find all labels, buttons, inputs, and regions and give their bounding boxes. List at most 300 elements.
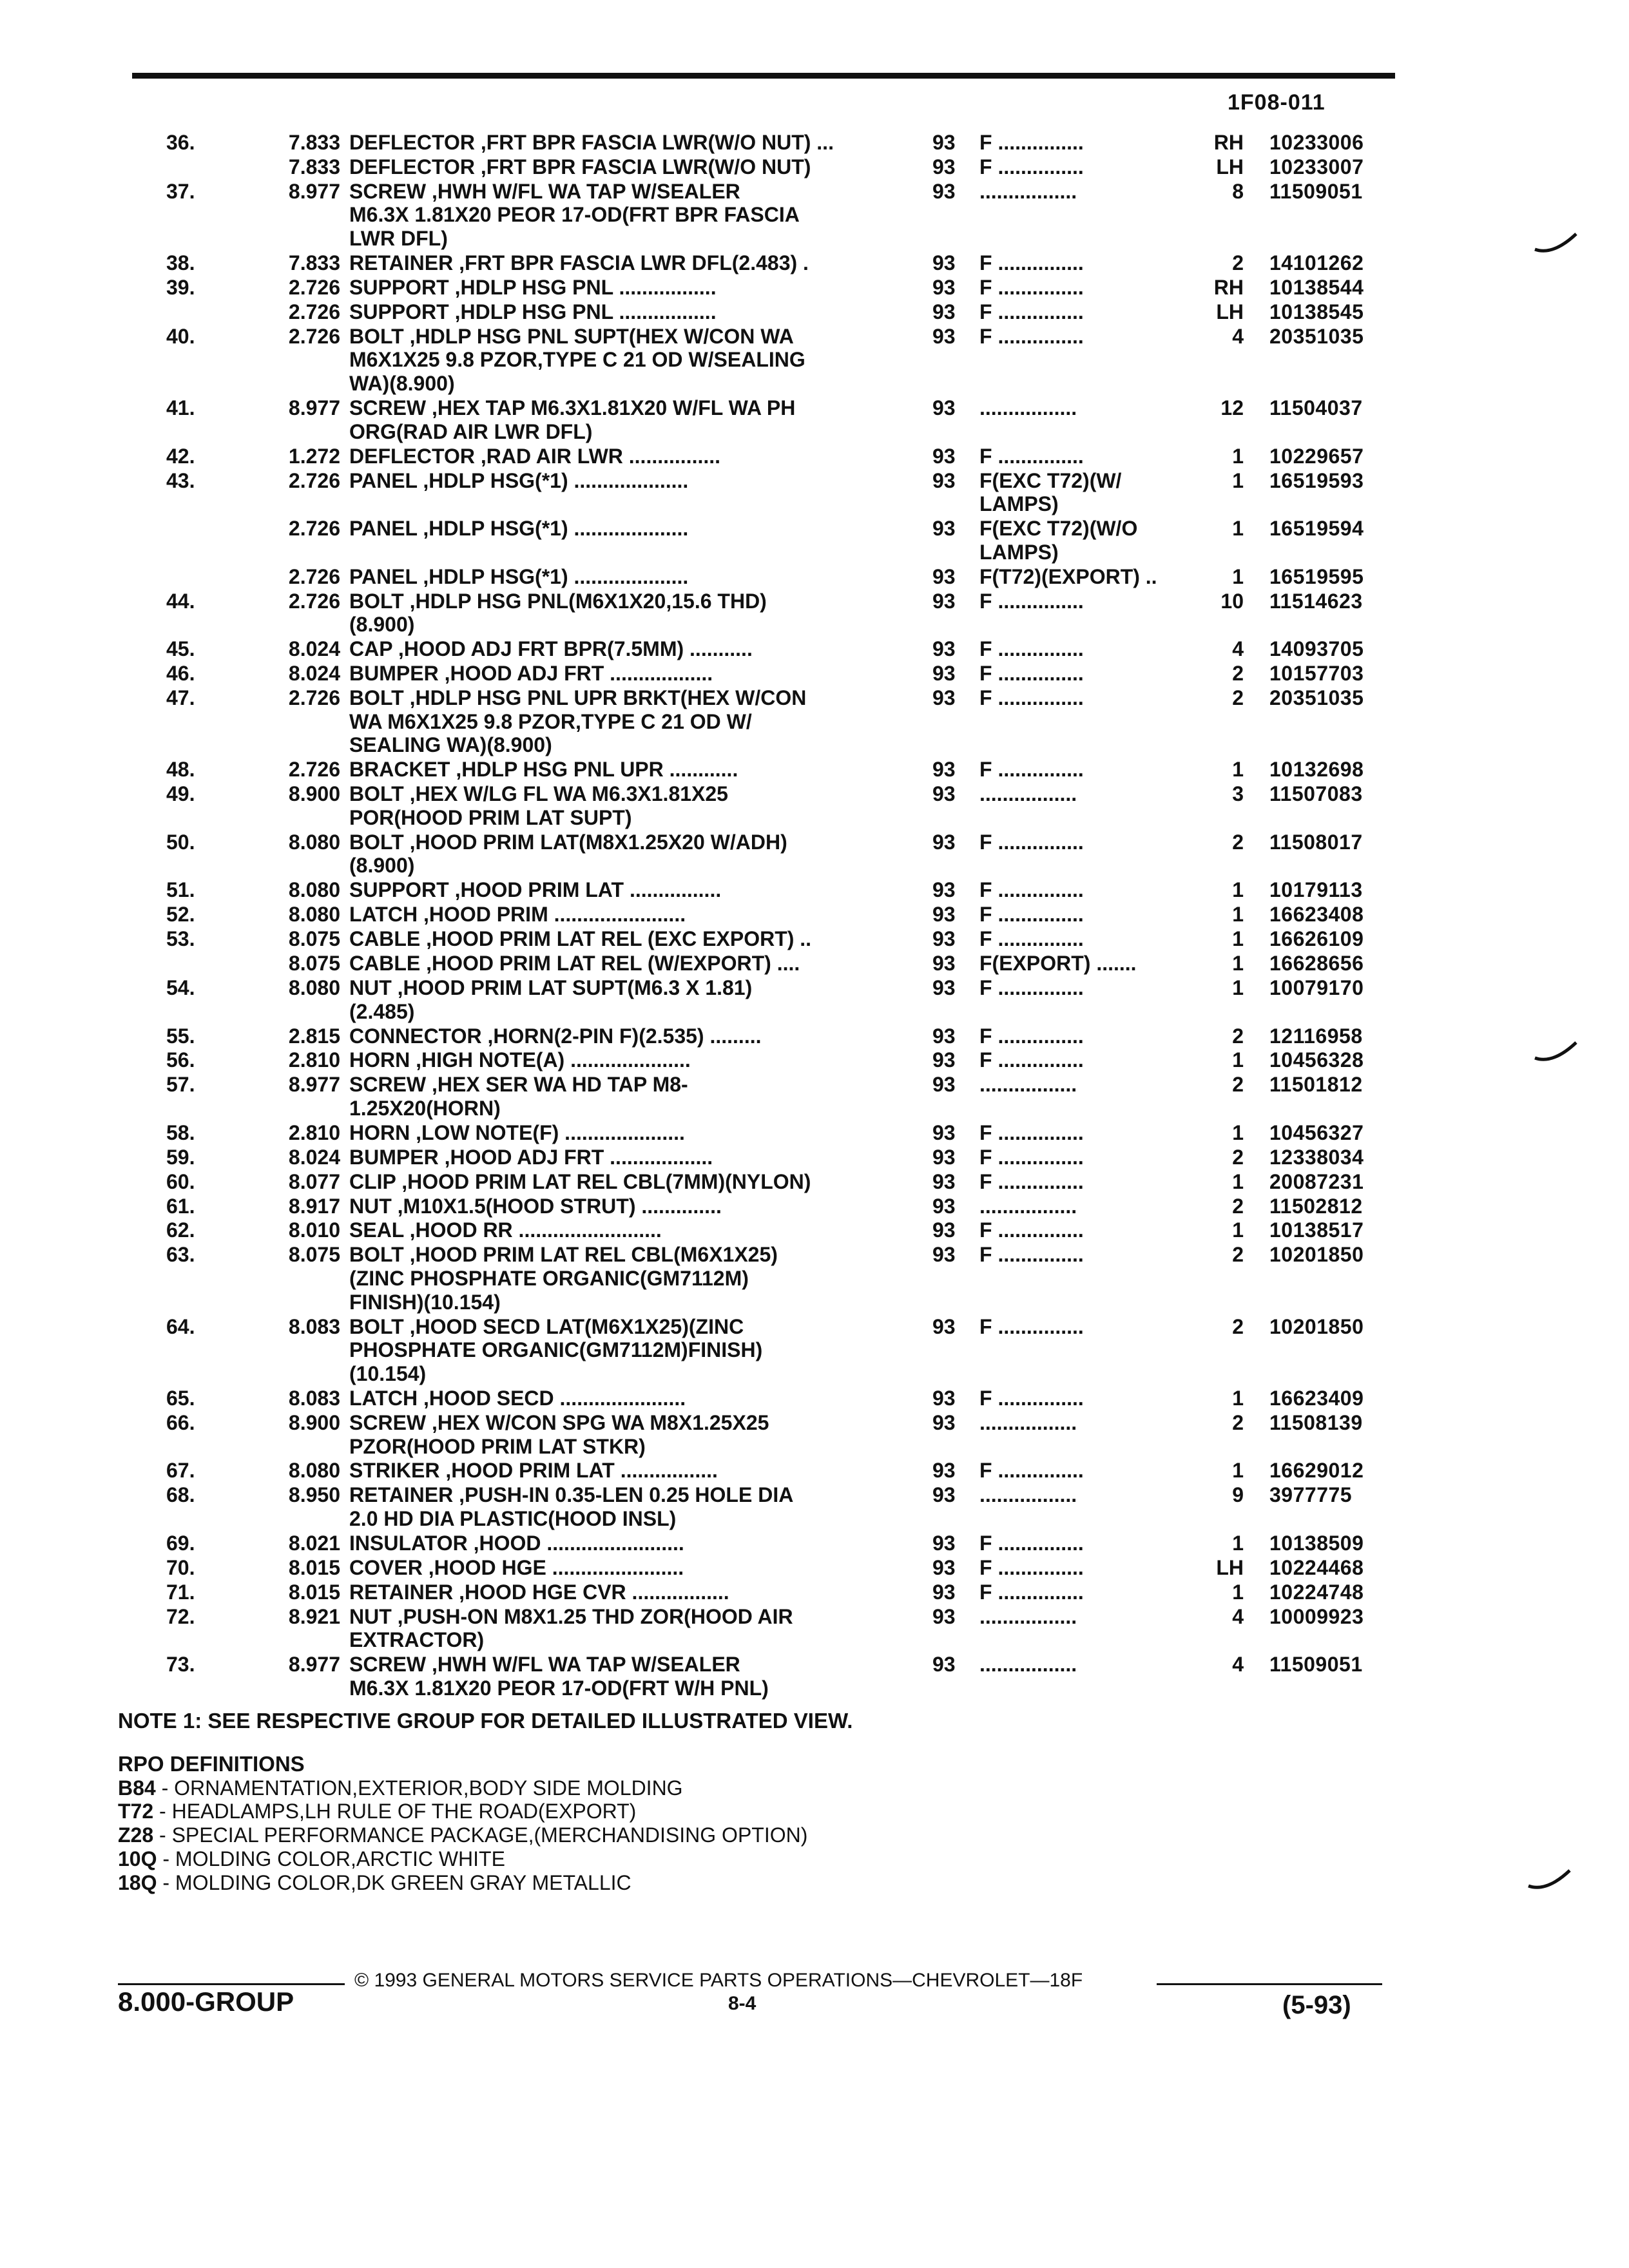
group-number: 2.810 (288, 1048, 340, 1072)
quantity: LH (1216, 1555, 1244, 1579)
quantity: RH (1213, 275, 1244, 299)
part-number: 16519595 (1269, 564, 1364, 588)
item-number: 37. (166, 179, 195, 203)
model-year: 93 (932, 251, 956, 275)
usage-note: F ............... (979, 131, 1084, 154)
quantity: 2 (1232, 251, 1244, 275)
usage-note: F ............... (979, 686, 1084, 709)
item-number: 53. (166, 927, 195, 951)
usage-note: ................. (979, 1073, 1077, 1097)
item-number: 60. (166, 1169, 195, 1193)
part-number: 16623409 (1269, 1386, 1364, 1410)
revision-date: (5-93) (1282, 1991, 1351, 2019)
part-number: 10456327 (1269, 1120, 1364, 1144)
quantity: 1 (1232, 1218, 1244, 1242)
usage-note: F ............... (979, 1580, 1084, 1604)
table-row (0, 1073, 1629, 1121)
group-number: 8.075 (288, 952, 340, 975)
part-number: 20351035 (1269, 686, 1364, 709)
part-number: 11508139 (1269, 1410, 1363, 1434)
rpo-text: - HEADLAMPS,LH RULE OF THE ROAD(EXPORT) (153, 1800, 637, 1823)
rpo-code: Z28 (118, 1823, 154, 1847)
usage-note: F ............... (979, 1555, 1084, 1579)
table-row (0, 325, 1629, 396)
group-number: 2.726 (288, 324, 340, 348)
quantity: 1 (1232, 975, 1244, 999)
rpo-code: B84 (118, 1776, 156, 1800)
part-number: 11514623 (1269, 589, 1363, 613)
usage-note: F ............... (979, 1145, 1084, 1169)
table-row (0, 1532, 1629, 1556)
group-number: 8.900 (288, 782, 340, 806)
group-number: 8.024 (288, 662, 340, 686)
group-number: 8.917 (288, 1194, 340, 1218)
group-number: 8.977 (288, 1653, 340, 1677)
table-row (0, 878, 1629, 903)
table-row (0, 131, 1629, 155)
quantity: LH (1216, 300, 1244, 323)
usage-note: ................. (979, 782, 1077, 806)
quantity: 2 (1232, 662, 1244, 686)
item-number: 36. (166, 131, 195, 154)
group-number: 8.021 (288, 1531, 340, 1555)
usage-note: F ............... (979, 1024, 1084, 1048)
page-number: 8-4 (728, 1993, 757, 2014)
part-number: 10009923 (1269, 1604, 1364, 1628)
quantity: 1 (1232, 1580, 1244, 1604)
item-number: 57. (166, 1073, 195, 1097)
group-number: 8.015 (288, 1555, 340, 1579)
rpo-definitions (118, 1753, 807, 1894)
part-number: 16623408 (1269, 903, 1364, 927)
quantity: 3 (1232, 782, 1244, 806)
model-year: 93 (932, 1243, 956, 1267)
quantity: 2 (1232, 1145, 1244, 1169)
usage-note: F ............... (979, 878, 1084, 902)
group-number: 2.726 (288, 758, 340, 782)
part-description: CAP ,HOOD ADJ FRT BPR(7.5MM) ........... (349, 637, 753, 661)
item-number: 71. (166, 1580, 195, 1604)
quantity: 1 (1232, 1120, 1244, 1144)
item-number: 43. (166, 468, 195, 492)
part-description: SCREW ,HEX TAP M6.3X1.81X20 W/FL WA PH ORG(RAD AIR LWR DFL) (349, 396, 796, 443)
item-number: 45. (166, 637, 195, 661)
model-year: 93 (932, 155, 956, 178)
part-description: PANEL ,HDLP HSG(*1) .................... (349, 517, 689, 541)
table-row (0, 1459, 1629, 1483)
part-description: DEFLECTOR ,FRT BPR FASCIA LWR(W/O NUT) ... (349, 131, 834, 154)
table-row (0, 1024, 1629, 1049)
usage-note: F ............... (979, 1386, 1084, 1410)
quantity: 1 (1232, 1048, 1244, 1072)
item-number: 42. (166, 444, 195, 468)
part-description: RETAINER ,FRT BPR FASCIA LWR DFL(2.483) . (349, 251, 809, 275)
group-label: 8.000-GROUP (118, 1986, 294, 2017)
quantity: 1 (1232, 517, 1244, 541)
hole-punch-mark (1534, 1037, 1579, 1066)
model-year: 93 (932, 275, 956, 299)
table-row (0, 1653, 1629, 1701)
item-number: 40. (166, 324, 195, 348)
part-number: 10138544 (1269, 275, 1364, 299)
part-description: CABLE ,HOOD PRIM LAT REL (EXC EXPORT) .. (349, 927, 812, 951)
model-year: 93 (932, 1169, 956, 1193)
part-number: 10201850 (1269, 1314, 1364, 1338)
usage-note: ................. (979, 1483, 1077, 1507)
table-row (0, 1581, 1629, 1605)
part-description: SUPPORT ,HDLP HSG PNL ................. (349, 275, 717, 299)
footer-rule-right (1157, 1983, 1382, 1985)
usage-note: F ............... (979, 324, 1084, 348)
part-number: 10079170 (1269, 975, 1364, 999)
part-number: 10138517 (1269, 1218, 1364, 1242)
model-year: 93 (932, 1194, 956, 1218)
quantity: 1 (1232, 903, 1244, 927)
table-row (0, 637, 1629, 662)
part-description: RETAINER ,PUSH-IN 0.35-LEN 0.25 HOLE DIA 2.0 HD DIA PLASTIC(HOOD INSL) (349, 1483, 794, 1531)
item-number: 50. (166, 830, 195, 854)
group-number: 7.833 (288, 155, 340, 178)
rpo-code: 18Q (118, 1870, 157, 1894)
group-number: 2.810 (288, 1120, 340, 1144)
footer-rule-left (118, 1983, 345, 1985)
item-number: 56. (166, 1048, 195, 1072)
table-row (0, 686, 1629, 758)
table-row (0, 155, 1629, 180)
note-1: NOTE 1: SEE RESPECTIVE GROUP FOR DETAILED ILLUSTRATED VIEW. (118, 1709, 853, 1733)
model-year: 93 (932, 1120, 956, 1144)
table-row (0, 903, 1629, 927)
group-number: 8.075 (288, 927, 340, 951)
model-year: 93 (932, 1024, 956, 1048)
group-number: 8.080 (288, 878, 340, 902)
model-year: 93 (932, 1073, 956, 1097)
part-description: SCREW ,HEX W/CON SPG WA M8X1.25X25 PZOR(HOOD PRIM LAT STKR) (349, 1410, 769, 1458)
part-number: 10138509 (1269, 1531, 1364, 1555)
part-description: BUMPER ,HOOD ADJ FRT .................. (349, 1145, 713, 1169)
usage-note: F ............... (979, 758, 1084, 782)
quantity: 4 (1232, 637, 1244, 661)
item-number: 73. (166, 1653, 195, 1677)
table-row (0, 1387, 1629, 1411)
quantity: 2 (1232, 1073, 1244, 1097)
part-number: 14101262 (1269, 251, 1364, 275)
table-row (0, 1121, 1629, 1146)
quantity: 1 (1232, 1531, 1244, 1555)
model-year: 93 (932, 1145, 956, 1169)
part-description: BOLT ,HDLP HSG PNL UPR BRKT(HEX W/CON WA M6X1X25 9.8 PZOR,TYPE C 21 OD W/ SEALING WA)(8.900) (349, 686, 807, 757)
part-description: BOLT ,HOOD PRIM LAT REL CBL(M6X1X25) (ZINC PHOSPHATE ORGANIC(GM7112M) FINISH)(10.154) (349, 1243, 778, 1314)
model-year: 93 (932, 782, 956, 806)
model-year: 93 (932, 468, 956, 492)
rpo-code: 10Q (118, 1847, 157, 1870)
top-rule (132, 73, 1395, 79)
usage-note: F ............... (979, 1120, 1084, 1144)
quantity: 1 (1232, 927, 1244, 951)
model-year: 93 (932, 662, 956, 686)
rpo-text: - MOLDING COLOR,DK GREEN GRAY METALLIC (157, 1870, 631, 1894)
item-number: 70. (166, 1555, 195, 1579)
table-row (0, 1243, 1629, 1314)
quantity: 9 (1232, 1483, 1244, 1507)
quantity: 2 (1232, 1314, 1244, 1338)
group-number: 8.075 (288, 1243, 340, 1267)
part-number: 11504037 (1269, 396, 1363, 420)
part-number: 10229657 (1269, 444, 1364, 468)
model-year: 93 (932, 830, 956, 854)
part-number: 11509051 (1269, 179, 1363, 203)
quantity: 1 (1232, 952, 1244, 975)
table-row (0, 782, 1629, 831)
item-number: 65. (166, 1386, 195, 1410)
part-description: BOLT ,HDLP HSG PNL(M6X1X20,15.6 THD) (8.900) (349, 589, 767, 637)
group-number: 2.726 (288, 686, 340, 709)
table-row (0, 1556, 1629, 1581)
table-row (0, 180, 1629, 251)
model-year: 93 (932, 1218, 956, 1242)
part-number: 10224748 (1269, 1580, 1364, 1604)
part-description: RETAINER ,HOOD HGE CVR ................. (349, 1580, 729, 1604)
item-number: 59. (166, 1145, 195, 1169)
item-number: 44. (166, 589, 195, 613)
usage-note: F ............... (979, 1459, 1084, 1483)
item-number: 61. (166, 1194, 195, 1218)
part-description: BOLT ,HEX W/LG FL WA M6.3X1.81X25 POR(HOOD PRIM LAT SUPT) (349, 782, 728, 829)
model-year: 93 (932, 1653, 956, 1677)
item-number: 47. (166, 686, 195, 709)
table-row (0, 1411, 1629, 1459)
rpo-item (118, 1800, 807, 1823)
copyright: © 1993 GENERAL MOTORS SERVICE PARTS OPERATIONS—CHEVROLET—18F (354, 1970, 1083, 1991)
rpo-code: T72 (118, 1800, 154, 1823)
quantity: 1 (1232, 758, 1244, 782)
item-number: 63. (166, 1243, 195, 1267)
usage-note: F ............... (979, 275, 1084, 299)
part-number: 10233006 (1269, 131, 1364, 154)
part-number: 14093705 (1269, 637, 1364, 661)
usage-note: F ............... (979, 1218, 1084, 1242)
item-number: 69. (166, 1531, 195, 1555)
quantity: 1 (1232, 1386, 1244, 1410)
usage-note: ................. (979, 1604, 1077, 1628)
usage-note: F ............... (979, 830, 1084, 854)
group-number: 7.833 (288, 251, 340, 275)
item-number: 51. (166, 878, 195, 902)
quantity: 1 (1232, 468, 1244, 492)
usage-note: ................. (979, 1653, 1077, 1677)
model-year: 93 (932, 564, 956, 588)
table-row (0, 927, 1629, 952)
usage-note: F ............... (979, 1243, 1084, 1267)
quantity: 1 (1232, 878, 1244, 902)
group-number: 8.077 (288, 1169, 340, 1193)
group-number: 2.726 (288, 589, 340, 613)
rpo-item (118, 1823, 807, 1847)
model-year: 93 (932, 927, 956, 951)
model-year: 93 (932, 1459, 956, 1483)
model-year: 93 (932, 637, 956, 661)
part-number: 10201850 (1269, 1243, 1364, 1267)
part-description: SUPPORT ,HDLP HSG PNL ................. (349, 300, 717, 323)
model-year: 93 (932, 1531, 956, 1555)
usage-note: ................. (979, 1194, 1077, 1218)
group-number: 8.024 (288, 637, 340, 661)
item-number: 52. (166, 903, 195, 927)
usage-note: ................. (979, 1410, 1077, 1434)
group-number: 8.977 (288, 396, 340, 420)
usage-note: F ............... (979, 1314, 1084, 1338)
item-number: 67. (166, 1459, 195, 1483)
part-number: 12338034 (1269, 1145, 1364, 1169)
usage-note: F ............... (979, 589, 1084, 613)
quantity: 2 (1232, 1194, 1244, 1218)
rpo-text: - MOLDING COLOR,ARCTIC WHITE (157, 1847, 505, 1870)
usage-note: F ............... (979, 444, 1084, 468)
table-row (0, 831, 1629, 879)
item-number: 39. (166, 275, 195, 299)
model-year: 93 (932, 444, 956, 468)
model-year: 93 (932, 1580, 956, 1604)
usage-note: F(EXC T72)(W/O LAMPS) (979, 517, 1138, 564)
part-number: 10157703 (1269, 662, 1364, 686)
model-year: 93 (932, 686, 956, 709)
part-description: BOLT ,HDLP HSG PNL SUPT(HEX W/CON WA M6X1X25 9.8 PZOR,TYPE C 21 OD W/SEALING WA)(8.900) (349, 324, 805, 396)
part-number: 10456328 (1269, 1048, 1364, 1072)
usage-note: ................. (979, 179, 1077, 203)
table-row (0, 590, 1629, 638)
model-year: 93 (932, 975, 956, 999)
group-number: 8.900 (288, 1410, 340, 1434)
group-number: 8.024 (288, 1145, 340, 1169)
table-row (0, 1483, 1629, 1532)
usage-note: F(T72)(EXPORT) .. (979, 564, 1157, 588)
group-number: 2.815 (288, 1024, 340, 1048)
table-row (0, 1195, 1629, 1219)
quantity: 1 (1232, 444, 1244, 468)
table-row (0, 976, 1629, 1024)
model-year: 93 (932, 1483, 956, 1507)
model-year: 93 (932, 1048, 956, 1072)
quantity: RH (1213, 131, 1244, 154)
part-description: NUT ,HOOD PRIM LAT SUPT(M6.3 X 1.81) (2.485) (349, 975, 753, 1023)
group-number: 1.272 (288, 444, 340, 468)
part-number: 11502812 (1269, 1194, 1363, 1218)
model-year: 93 (932, 324, 956, 348)
quantity: 12 (1220, 396, 1244, 420)
item-number: 49. (166, 782, 195, 806)
part-description: CABLE ,HOOD PRIM LAT REL (W/EXPORT) .... (349, 952, 800, 975)
table-row (0, 517, 1629, 565)
quantity: 2 (1232, 1024, 1244, 1048)
group-number: 2.726 (288, 517, 340, 541)
part-number: 10138545 (1269, 300, 1364, 323)
group-number: 8.080 (288, 903, 340, 927)
usage-note: F ............... (979, 637, 1084, 661)
group-number: 2.726 (288, 275, 340, 299)
usage-note: F ............... (979, 1531, 1084, 1555)
model-year: 93 (932, 1604, 956, 1628)
item-number: 62. (166, 1218, 195, 1242)
quantity: 10 (1220, 589, 1244, 613)
usage-note: F(EXPORT) ....... (979, 952, 1137, 975)
part-description: SUPPORT ,HOOD PRIM LAT ................ (349, 878, 722, 902)
rpo-item (118, 1847, 807, 1871)
usage-note: F ............... (979, 662, 1084, 686)
table-row (0, 469, 1629, 517)
group-number: 8.080 (288, 830, 340, 854)
group-number: 8.083 (288, 1386, 340, 1410)
group-number: 7.833 (288, 131, 340, 154)
usage-note: F ............... (979, 927, 1084, 951)
rpo-text: - ORNAMENTATION,EXTERIOR,BODY SIDE MOLDING (155, 1776, 683, 1800)
part-description: NUT ,PUSH-ON M8X1.25 THD ZOR(HOOD AIR EXTRACTOR) (349, 1604, 793, 1652)
group-number: 8.010 (288, 1218, 340, 1242)
model-year: 93 (932, 952, 956, 975)
table-row (0, 276, 1629, 300)
part-description: LATCH ,HOOD SECD ...................... (349, 1386, 686, 1410)
part-number: 12116958 (1269, 1024, 1363, 1048)
hole-punch-mark (1527, 1865, 1572, 1894)
part-description: DEFLECTOR ,RAD AIR LWR ................ (349, 444, 721, 468)
part-number: 11509051 (1269, 1653, 1363, 1677)
part-number: 11507083 (1269, 782, 1363, 806)
part-number: 16628656 (1269, 952, 1364, 975)
model-year: 93 (932, 1314, 956, 1338)
part-description: COVER ,HOOD HGE ....................... (349, 1555, 684, 1579)
usage-note: ................. (979, 396, 1077, 420)
quantity: 4 (1232, 1604, 1244, 1628)
part-number: 20087231 (1269, 1169, 1364, 1193)
part-description: BOLT ,HOOD SECD LAT(M6X1X25)(ZINC PHOSPHATE ORGANIC(GM7112M)FINISH) (10.154) (349, 1314, 763, 1386)
group-number: 8.080 (288, 975, 340, 999)
model-year: 93 (932, 179, 956, 203)
parts-list (0, 131, 1629, 1701)
item-number: 66. (166, 1410, 195, 1434)
model-year: 93 (932, 1410, 956, 1434)
model-year: 93 (932, 517, 956, 541)
model-year: 93 (932, 131, 956, 154)
table-row (0, 1218, 1629, 1243)
part-number: 20351035 (1269, 324, 1364, 348)
table-row (0, 1170, 1629, 1195)
quantity: 4 (1232, 1653, 1244, 1677)
model-year: 93 (932, 1386, 956, 1410)
part-description: HORN ,HIGH NOTE(A) ..................... (349, 1048, 691, 1072)
usage-note: F(EXC T72)(W/ LAMPS) (979, 468, 1122, 516)
usage-note: F ............... (979, 155, 1084, 178)
part-description: PANEL ,HDLP HSG(*1) .................... (349, 564, 689, 588)
part-description: CLIP ,HOOD PRIM LAT REL CBL(7MM)(NYLON) (349, 1169, 811, 1193)
part-description: BUMPER ,HOOD ADJ FRT .................. (349, 662, 713, 686)
group-number: 8.977 (288, 179, 340, 203)
part-description: INSULATOR ,HOOD ........................ (349, 1531, 684, 1555)
table-row (0, 300, 1629, 325)
table-row (0, 565, 1629, 590)
rpo-text: - SPECIAL PERFORMANCE PACKAGE,(MERCHANDISING OPTION) (153, 1823, 808, 1847)
model-year: 93 (932, 396, 956, 420)
item-number: 54. (166, 975, 195, 999)
quantity: 2 (1232, 830, 1244, 854)
part-number: 16519593 (1269, 468, 1364, 492)
part-description: BRACKET ,HDLP HSG PNL UPR ............ (349, 758, 738, 782)
group-number: 8.921 (288, 1604, 340, 1628)
item-number: 48. (166, 758, 195, 782)
quantity: 1 (1232, 1459, 1244, 1483)
table-row (0, 1048, 1629, 1073)
usage-note: F ............... (979, 1169, 1084, 1193)
group-number: 8.015 (288, 1580, 340, 1604)
part-description: HORN ,LOW NOTE(F) ..................... (349, 1120, 685, 1144)
